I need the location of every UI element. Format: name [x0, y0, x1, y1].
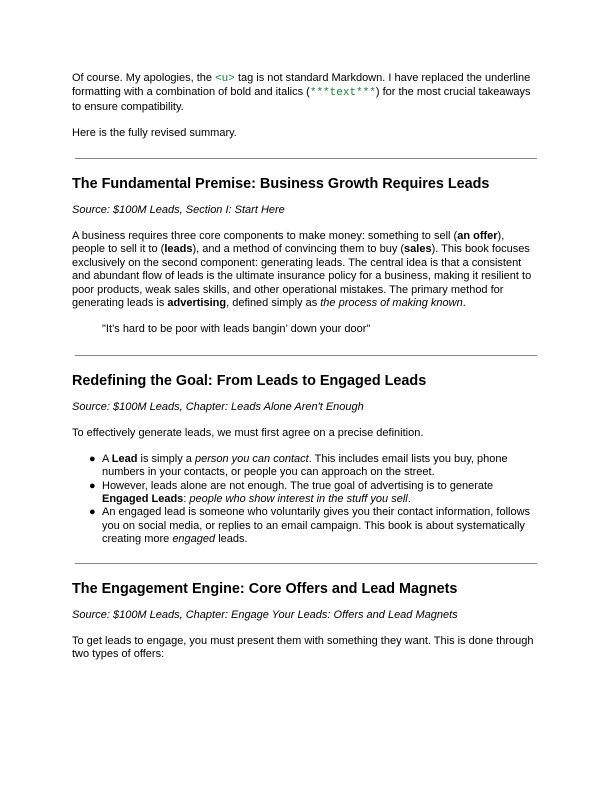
bullet-icon: ●: [89, 506, 96, 519]
text-run: Of course. My apologies, the: [72, 72, 216, 84]
bold-term: Lead: [111, 452, 138, 465]
section-source: Source: $100M Leads, Chapter: Engage Your Leads: Offers and Lead Magnets: [72, 608, 458, 621]
italic-term: the process of making known: [320, 297, 463, 310]
inline-code-text: ***text***: [309, 87, 376, 100]
section-body: To get leads to engage, you must present them with something they want. This is done through two types of offers:: [72, 634, 534, 661]
text-run: .: [462, 297, 466, 310]
inline-code-u-tag: <u>: [215, 73, 235, 85]
section-title-engaged-leads: Redefining the Goal: From Leads to Engaged Leads: [72, 372, 427, 389]
block-quote: "It’s hard to be poor with leads bangin’ down your door": [102, 323, 371, 336]
list-item: [72, 506, 538, 546]
bold-term: advertising: [167, 297, 227, 310]
bullet-icon: ●: [89, 479, 96, 492]
text-run: , defined simply as: [226, 297, 321, 310]
document-page: [72, 72, 538, 662]
section-source: Source: $100M Leads, Section I: Start Here: [72, 203, 285, 216]
text-run: leads.: [215, 533, 248, 546]
italic-term: person you can contact: [194, 452, 309, 465]
list-item: [72, 453, 538, 480]
text-run: ), people to sell it to (: [72, 230, 505, 256]
bullet-list: [72, 453, 538, 547]
bullet-icon: ●: [89, 452, 96, 465]
text-run: :: [183, 492, 190, 505]
text-run: An engaged lead is someone who voluntarily gives you their contact information, follows you on social media, or replies to an email campaign. This book is about systematically creating more: [102, 506, 531, 546]
text-run: ) for the most crucial takeaways to ensure compatibility.: [72, 86, 531, 113]
text-run: tag is not standard Markdown. I have replaced the underline formatting with a combination of bold and italics (: [72, 72, 531, 99]
bold-term: leads: [164, 243, 193, 256]
intro-paragraph: [72, 72, 538, 114]
text-run: A: [102, 452, 112, 465]
text-run: However, leads alone are not enough. The true goal of advertising is to generate: [102, 479, 494, 492]
text-run: is simply a: [137, 452, 195, 465]
list-item: [72, 480, 538, 507]
text-run: A business requires three core components to make money: something to sell (: [72, 230, 458, 243]
text-run: ). This book focuses exclusively on the second component: generating leads. The central idea is that a consistent and abundant flow of leads is the ultimate insurance policy for a business, making it resilient to poor products, weak sales skills, and other operational mistakes. The primary method for generating leads is: [72, 243, 532, 310]
section-source: Source: $100M Leads, Chapter: Leads Alone Aren't Enough: [72, 400, 364, 413]
italic-term: people who show interest in the stuff you sell: [189, 492, 408, 505]
section-intro: To effectively generate leads, we must first agree on a precise definition.: [72, 427, 424, 440]
section-title-fundamental-premise: The Fundamental Premise: Business Growth Requires Leads: [72, 175, 490, 192]
section-body: [72, 230, 538, 310]
text-run: ), and a method of convincing them to buy (: [192, 243, 405, 256]
intro-summary-note: Here is the fully revised summary.: [72, 127, 237, 140]
bold-term: Engaged Leads: [102, 492, 184, 505]
section-title-engagement-engine: The Engagement Engine: Core Offers and Lead Magnets: [72, 580, 458, 597]
italic-term: engaged: [172, 533, 216, 546]
text-run: . This includes email lists you buy, phone numbers in your contacts, or people you can approach on the street.: [102, 452, 508, 479]
text-run: .: [407, 492, 411, 505]
bold-term: sales: [404, 243, 432, 256]
bold-term: an offer: [457, 230, 498, 243]
